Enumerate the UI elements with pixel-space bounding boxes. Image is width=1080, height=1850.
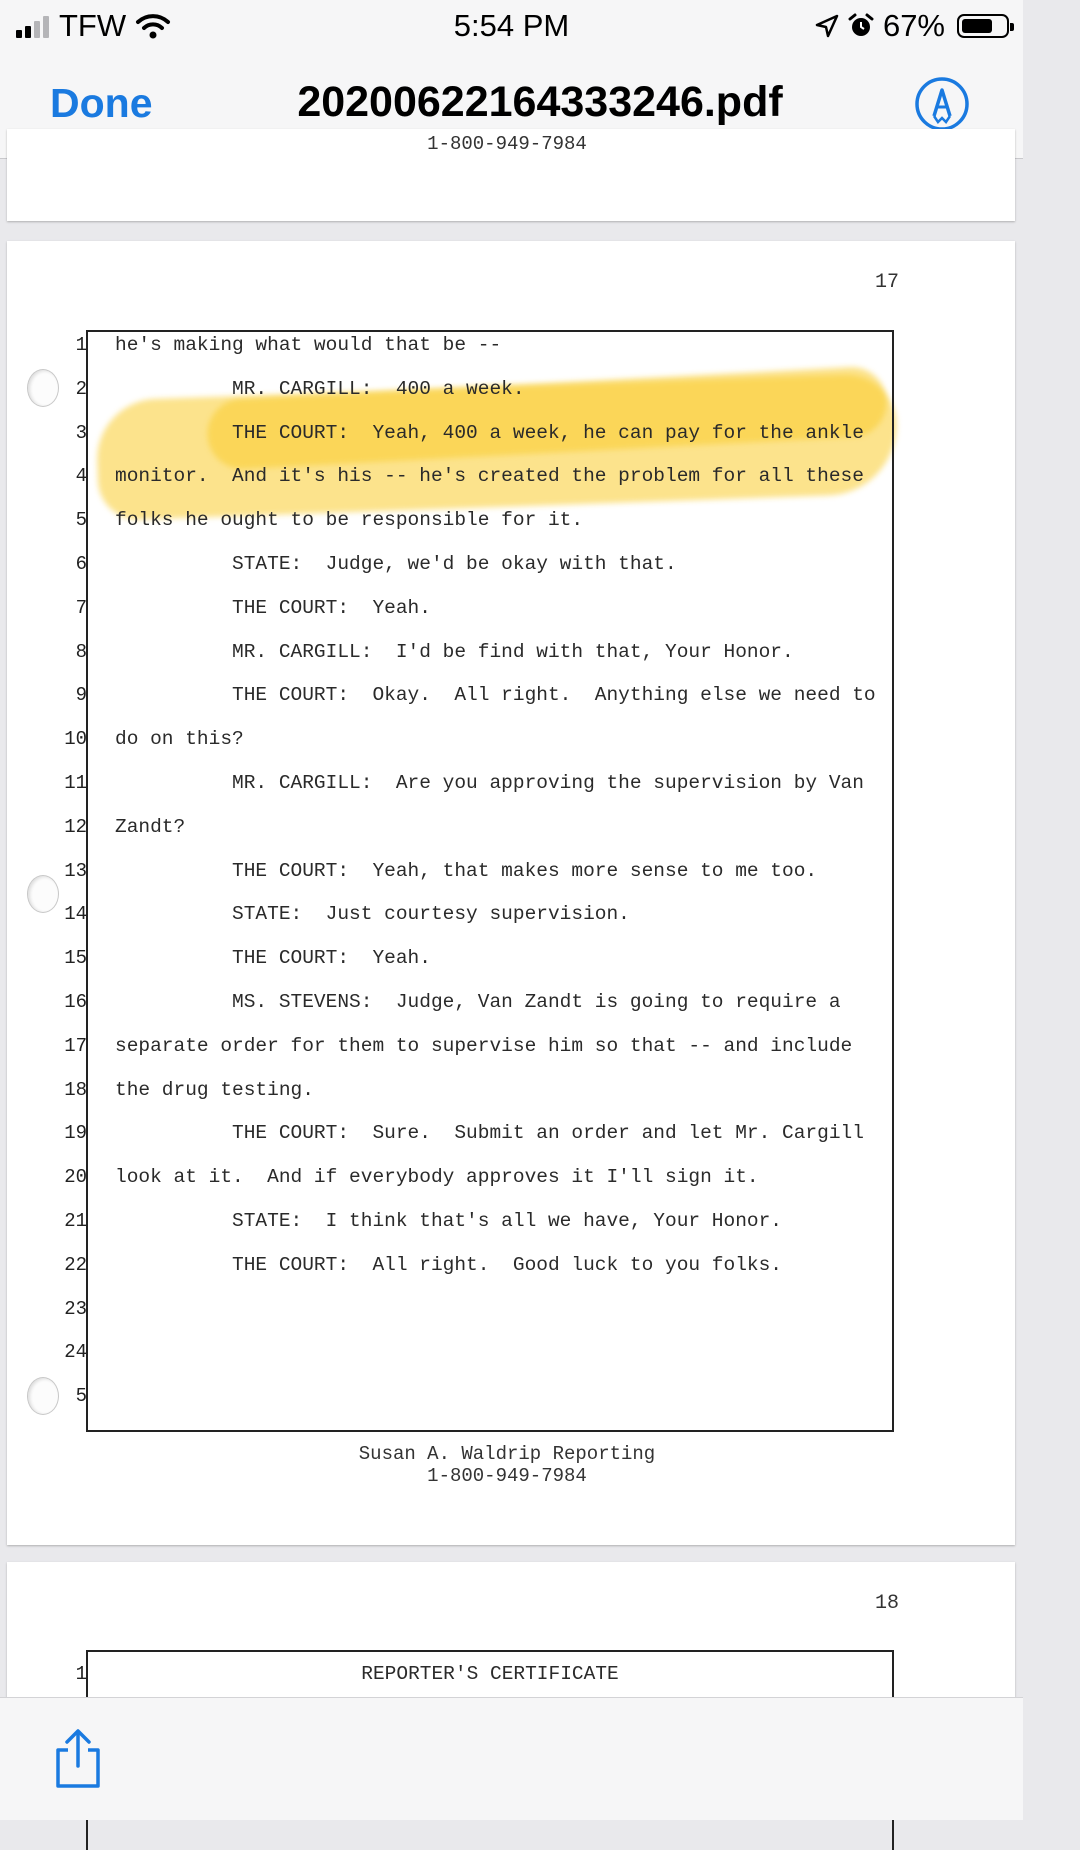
transcript-line: STATE: Just courtesy supervision. — [115, 903, 630, 925]
transcript-line: MR. CARGILL: Are you approving the supervision by Van — [115, 772, 864, 794]
share-icon[interactable] — [50, 1728, 106, 1790]
transcript-line: Zandt? — [115, 816, 186, 838]
line-number: 15 — [64, 947, 87, 969]
alarm-icon — [847, 12, 875, 40]
footer-phone: 1-800-949-7984 — [427, 1465, 587, 1487]
page-number: 18 — [874, 1592, 899, 1615]
footer-reporter-name: Susan A. Waldrip Reporting — [358, 1443, 656, 1465]
line-number: 12 — [64, 816, 87, 838]
line-number: 14 — [64, 903, 87, 925]
transcript-line: THE COURT: Sure. Submit an order and let Mr. Cargill — [115, 1122, 864, 1144]
line-number: 11 — [64, 772, 87, 794]
line-number: 18 — [64, 1079, 87, 1101]
location-icon — [815, 14, 839, 38]
line-number: 17 — [64, 1035, 87, 1057]
status-right — [815, 8, 1009, 44]
transcript-line: THE COURT: Yeah, that makes more sense to me too. — [115, 860, 818, 882]
line-number: 5 — [75, 1385, 87, 1407]
certificate-heading: REPORTER'S CERTIFICATE — [361, 1663, 619, 1685]
transcript-line: THE COURT: Yeah. — [115, 597, 431, 619]
document-viewer[interactable] — [0, 133, 1023, 1697]
line-number: 1 — [75, 1663, 87, 1685]
carrier-label: TFW — [59, 8, 127, 43]
markup-pen-icon[interactable] — [914, 76, 970, 132]
line-number: 21 — [64, 1210, 87, 1232]
done-button[interactable]: Done — [50, 80, 153, 126]
document-title: 20200622164333246.pdf — [297, 78, 783, 126]
line-number: 1 — [75, 334, 87, 356]
line-number: 23 — [64, 1298, 87, 1320]
battery-percent: 67% — [882, 8, 945, 43]
transcript-line: MR. CARGILL: I'd be find with that, Your Honor. — [115, 641, 794, 663]
transcript-line: separate order for them to supervise him so that -- and include — [115, 1035, 853, 1057]
battery-icon — [957, 14, 1009, 38]
line-number: 8 — [75, 641, 87, 663]
transcript-line: THE COURT: Yeah. — [115, 947, 431, 969]
line-number: 2 — [75, 378, 87, 400]
transcript-line: look at it. And if everybody approves it I'll sign it. — [115, 1166, 759, 1188]
transcript-line: MR. CARGILL: 400 a week. — [115, 378, 525, 400]
pdf-page-17 — [7, 241, 1015, 1545]
line-number: 5 — [75, 509, 87, 531]
line-number: 19 — [64, 1122, 87, 1144]
line-number: 20 — [64, 1166, 87, 1188]
line-number: 9 — [75, 684, 87, 706]
status-bar — [0, 0, 1023, 52]
transcript-line: STATE: I think that's all we have, Your Honor. — [115, 1210, 783, 1232]
transcript-line: monitor. And it's his -- he's created the problem for all these — [115, 465, 864, 487]
transcript-line: the drug testing. — [115, 1079, 314, 1101]
line-number: 13 — [64, 860, 87, 882]
transcript-line: he's making what would that be -- — [115, 334, 502, 356]
page-number: 17 — [874, 271, 899, 294]
line-number: 22 — [64, 1254, 87, 1276]
transcript-line: do on this? — [115, 728, 244, 750]
transcript-line: THE COURT: Okay. All right. Anything else we need to — [115, 684, 876, 706]
status-time: 5:54 PM — [453, 8, 570, 43]
line-number: 7 — [75, 597, 87, 619]
line-number: 3 — [75, 422, 87, 444]
bottom-toolbar — [0, 1697, 1023, 1820]
line-number: 16 — [64, 991, 87, 1013]
line-number: 6 — [75, 553, 87, 575]
transcript-line: MS. STEVENS: Judge, Van Zandt is going to require a — [115, 991, 841, 1013]
pdf-page-previous — [7, 129, 1015, 221]
transcript-line: STATE: Judge, we'd be okay with that. — [115, 553, 677, 575]
line-number: 4 — [75, 465, 87, 487]
transcript-line: THE COURT: Yeah, 400 a week, he can pay for the ankle — [115, 422, 864, 444]
previous-page-footer-phone: 1-800-949-7984 — [427, 133, 587, 155]
transcript-line: folks he ought to be responsible for it. — [115, 509, 584, 531]
line-number: 24 — [64, 1341, 87, 1363]
transcript-line: THE COURT: All right. Good luck to you folks. — [115, 1254, 783, 1276]
line-number: 10 — [64, 728, 87, 750]
